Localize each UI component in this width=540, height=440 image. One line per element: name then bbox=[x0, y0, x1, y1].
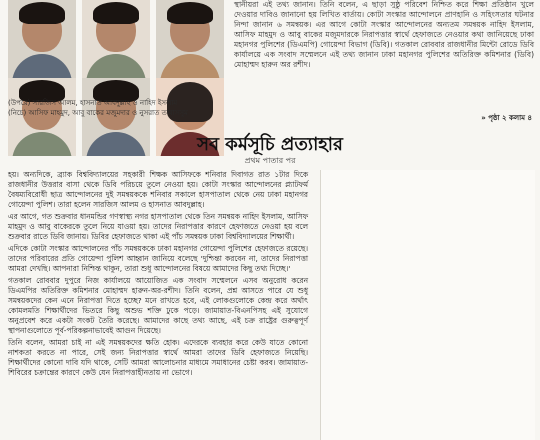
headline-block bbox=[0, 134, 540, 166]
article-paragraph: স্থানীয়রা এই তথ্য জানান। তিনি বলেন, এ ছাড়া সুষ্ঠু পরিবেশ নিশ্চিত করে শিক্ষা প্রতিষ্ঠান খুলে দেওয়ার দাবিও জানানো হয় লিখিত বার্তায়। কোটা সংস্কার আন্দোলনে প্রাণহানি ও সহিংসতার ঘটনার নিন্দা জানান ৬ সমন্বয়ক। এর আগে কোটা সংস্কার আন্দোলনের অন্যতম সমন্বয়ক নাহিদ ইসলাম, আসিফ মাহমুদ ও আবু বাকের মজুমদারকে নিরাপত্তার স্বার্থে হেফাজতে নেওয়ার কথা জানিয়েছে ঢাকা মহানগর পুলিশের (ডিএমপি) গোয়েন্দা বিভাগ (ডিবি)। গতকাল রোববার রাজধানীর মিন্টো রোডে ডিবি কার্যালয়ে এক সংবাদ সম্মেলনে এই তথ্য জানান ঢাকা মহানগর পুলিশের অতিরিক্ত কমিশনার (ডিবি) মোহাম্মদ হারুন অর রশীদ। bbox=[234, 0, 534, 69]
body-paragraph: গতকাল রোববার দুপুরে নিজ কার্যালয়ে আয়োজিত এক সংবাদ সম্মেলনে এসব অনুরোধ করেন ডিএমপির অতিরিক্ত কমিশনার মোহাম্মদ হারুন-অর-রশীদ। তিনি বলেন, প্রশ্ন আসতে পারে যে শুধু সমন্বয়কদের কেন এনে নিরাপত্তা দিতে হচ্ছে? মনে রাখতে হবে, এই লোকগুলোকে কেন্দ্র করে অর্থাৎ কোমলমতি শিক্ষার্থীদের ভিতরে কিছু অশুভ শক্তি ঢুকে পড়ে। জামায়াত-বিএনপিসহ এই সুযোগে অনুপ্রবেশ করে একটা সংকট তৈরি করেছে। আমাদের কাছে তথ্য আছে, এই চক্র রাষ্ট্রের গুরুত্বপূর্ণ স্থাপনাগুলোতে পূর্ব-পরিকল্পনাভাবেই আগুন দিয়েছে। bbox=[8, 276, 308, 335]
portrait-photo bbox=[82, 0, 150, 78]
right-margin bbox=[320, 170, 535, 440]
continuation-reference: » পৃষ্ঠা ২ কলাম ৪ bbox=[475, 112, 532, 124]
body-paragraph: হয়। অন্যদিকে, ব্র্যাক বিশ্ববিদ্যালয়ের সহকারী শিক্ষক আসিফকে শনিবার দিবাগত রাত ১টার দিকে রাজধানীর উত্তরার বাসা থেকে ডিবি পরিচয়ে তুলে নেওয়া হয়। কোটা সংস্কার আন্দোলনের প্ল্যাটফর্ম বৈষম্যবিরোধী ছাত্র আন্দোলনের দুই সমন্বয়ককে শনিবার সকালে হাসপাতাল থেকে নেয় ঢাকা মহানগর গোয়েন্দা পুলিশ। তারা হলেন সারজিস আলম ও হাসনাত আবদুল্লাহ। bbox=[8, 170, 308, 209]
body-paragraph: এদিকে কোটা সংস্কার আন্দোলনের পাঁচ সমন্বয়ককে ঢাকা মহানগর গোয়েন্দা পুলিশের হেফাজতে রয়েছে। তাদের পরিবারের প্রতি গোয়েন্দা পুলিশ আহ্বান জানিয়ে বলেছে 'দুশ্চিন্তা করবেন না, তাদের নিরাপত্তা আমরা দেখছি। আপনারা নিশ্চিন্ত থাকুন, তারা শুধু আন্দোলনের বিষয়ে আমাদের কিছু তথ্য দিচ্ছে।' bbox=[8, 244, 308, 273]
body-paragraph: এর আগে, গত শুক্রবার ধানমন্ডির গণস্বাস্থ্য নগর হাসপাতাল থেকে তিন সমন্বয়ক নাহিদ ইসলাম, আসিফ মাহমুদ ও আবু বাকেরকে তুলে নিয়ে যাওয়া হয়। তাদের নিরাপত্তার কারণে হেফাজতে নেওয়া হয় বলে শুক্রবার রাতে ডিবি জানায়। ডিবির হেফাজতে থাকা এই পাঁচ সমন্বয়ক ঢাকা বিশ্ববিদ্যালয়ের শিক্ষার্থী। bbox=[8, 212, 308, 241]
photo-captions bbox=[8, 98, 226, 120]
caption-line: (উপরে) সারজিস আলম, হাসনাত আবদুল্লাহ ও নাহিদ ইসলাম bbox=[8, 99, 178, 107]
photo-grid bbox=[8, 0, 226, 96]
portrait-photo bbox=[8, 0, 76, 78]
portrait-photo bbox=[156, 0, 224, 78]
subheadline: প্রথম পাতার পর bbox=[244, 156, 296, 165]
article-body bbox=[8, 170, 308, 440]
caption-line: (নিচে) আসিফ মাহমুদ, আবু বাকের মজুমদার ও নুসরাত তাবাসসুম bbox=[8, 109, 188, 117]
right-top-article bbox=[234, 0, 534, 120]
body-paragraph: তিনি বলেন, আমরা চাই না এই সমন্বয়কদের ক্ষতি হোক। এদেরকে ব্যবহার করে কেউ যাতে কোনো নাশকতা করতে না পারে, সেই জন্য নিরাপত্তার স্বার্থে আমরা তাদের ডিবি হেফাজতে নিয়েছি। শিক্ষার্থীদের কোনো দাবি যদি থাকে, সেটি আমরা আলোচনার মাধ্যমে সমাধানের চেষ্টা করব। জামায়াত-শিবিরের চক্রান্তের কারণে কেউ যেন নিরাপত্তাহীনতায় না ভোগে। bbox=[8, 338, 308, 377]
headline: সব কর্মসূচি প্রত্যাহার bbox=[197, 134, 343, 155]
